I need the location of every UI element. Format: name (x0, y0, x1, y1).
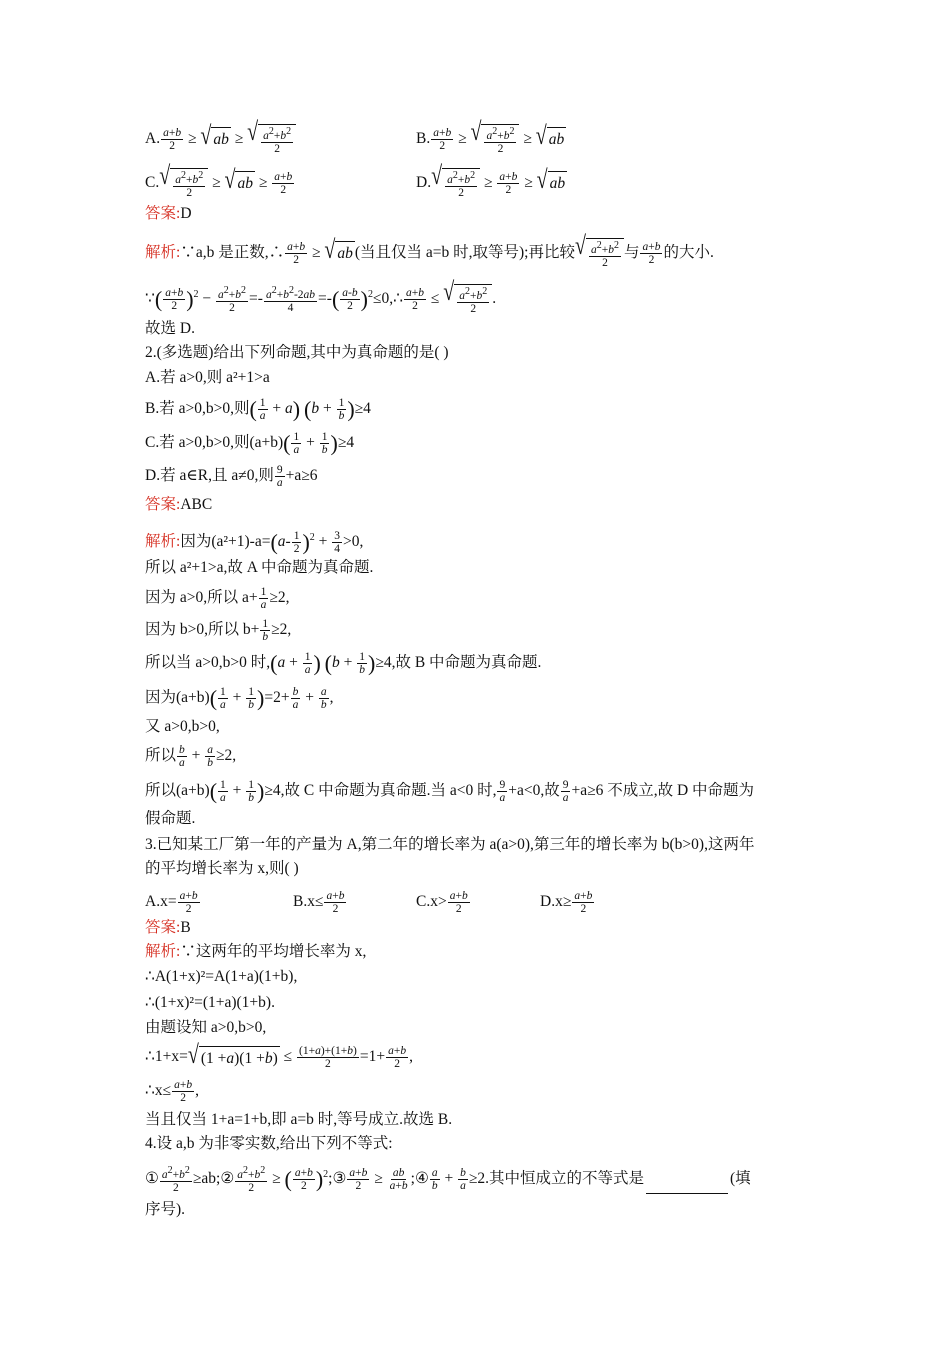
q2-answer (145, 494, 212, 516)
q1-option-a: A. $\frac{a+b}{2}$ ≥ √ ab ≥ √ $a^2+b^2$ 2 (145, 124, 296, 155)
analysis-text: ∵a,b 是正数,∴ (180, 243, 285, 261)
q4-stem-line2: ① $\frac{a^2+b^2}{2}$ ≥ab;② $\frac{a^2+b^2}{2}$ ≥ ( $\frac{a+b}{2}$ )$^2$;③ $\frac{a+b}{2}$ ≥ $\frac{ab}{a+b}$ ;④ $\frac{a}{b}$ + $\frac{b}{a}$ ≥2.其中恒成立的不等式是 (填 (145, 1165, 751, 1195)
analysis-text: , (329, 689, 334, 707)
q3-option-a: A.x= $\frac{a+b}{2}$ (145, 890, 198, 915)
stem-text: ≥2.其中恒成立的不等式是 (468, 1170, 644, 1188)
q2-stem: 2.(多选题)给出下列命题,其中为真命题的是( ) (145, 344, 449, 361)
option-text: D.若 a∈R,且 a≠0,则 (145, 467, 274, 485)
answer-blank[interactable] (646, 1193, 728, 1194)
analysis-text: =2+ (264, 689, 290, 707)
q4-stem-line1: 4.设 a,b 为非零实数,给出下列不等式: (145, 1135, 393, 1152)
analysis-text: ≥2, (269, 589, 290, 607)
stem-text: ;③ (328, 1170, 347, 1188)
analysis-text: (当且仅当 a=b 时,取等号);再比较 (354, 243, 575, 261)
q1-conclusion: 故选 D. (145, 320, 195, 337)
stem-text: ≥ab;② (192, 1170, 235, 1188)
analysis-text: =1+ (359, 1048, 386, 1066)
option-label: A. (145, 129, 161, 147)
q2-analysis-line9: 所以(a+b)( $\frac{1}{a}$ + $\frac{1}{b}$ )≥4,故 C 中命题为真命题.当 a<0 时, $\frac{9}{a}$ +a<0,故 $\frac{9}{a}$ +a≥6 不成立,故 D 中命题为 (145, 778, 755, 804)
option-text: D.x≥ (540, 893, 572, 911)
answer-value: D (180, 205, 192, 222)
analysis-text: 与 (623, 243, 640, 261)
q2-option-d: D.若 a∈R,且 a≠0,则 $\frac{9}{a}$ +a≥6 (145, 464, 318, 489)
option-text: +a≥6 (285, 467, 318, 485)
q3-option-d: D.x≥ $\frac{a+b}{2}$ (540, 890, 593, 915)
analysis-label: 解析: (145, 533, 181, 551)
option-text: ≥4 (337, 434, 355, 452)
option-label: D. (416, 173, 432, 191)
q1-analysis-line1: 解析:∵a,b 是正数,∴ $\frac{a+b}{2}$ ≥ √ ab (当且仅当 a=b 时,取等号);再比较 √ $a^2+b^2$ 2 与 $\frac{a+b}{2}$ 的大小. (145, 232, 714, 269)
analysis-text: , (195, 1082, 199, 1100)
q2-analysis-line1: 解析:因为(a²+1)-a=(a- $\frac{1}{2}$ )$^2$ + $\frac{3}{4}$ >0, (145, 529, 364, 556)
answer-value: ABC (180, 496, 213, 513)
q3-analysis-line6: ∴x≤ $\frac{a+b}{2}$ , (145, 1079, 199, 1104)
option-text: A.x= (145, 893, 177, 911)
q2-option-c: C.若 a>0,b>0,则(a+b)( $\frac{1}{a}$ + $\frac{1}{b}$ )≥4 (145, 430, 355, 456)
answer-label: 答案: (145, 919, 181, 936)
option-text: B.若 a>0,b>0,则 (145, 400, 250, 418)
q1-analysis-line2: ∵( $\frac{a+b}{2}$ )$^2$ − $\frac{a^2+b^2}{2}$ =- $\frac{a^2+b^2-2ab}{4}$ =-( $\frac{a-b}{2}$ )$^2$≤0,∴ $\frac{a+b}{2}$ ≤ √ $a^2+b^2$ 2 . (145, 278, 497, 315)
q2-analysis-line6: 因为(a+b)( $\frac{1}{a}$ + $\frac{1}{b}$ )=2+ $\frac{b}{a}$ + $\frac{a}{b}$ , (145, 685, 334, 711)
option-text: C.x> (416, 893, 447, 911)
q2-analysis-line2: 所以 a²+1>a,故 A 中命题为真命题. (145, 559, 374, 576)
q4-stem-line3: 序号). (145, 1201, 186, 1218)
q2-analysis-line3: 因为 a>0,所以 a+ $\frac{1}{a}$ ≥2, (145, 586, 290, 611)
q2-analysis-line7: 又 a>0,b>0, (145, 718, 220, 735)
analysis-label: 解析: (145, 243, 181, 261)
q1-answer (145, 203, 192, 225)
analysis-text: +a≥6 不成立,故 D 中命题为 (571, 782, 755, 800)
analysis-text: +a<0,故 (508, 782, 560, 800)
q1-option-c: C. √ $a^2+b^2$ 2 ≥ √ ab ≥ $\frac{a+b}{2}$ (145, 162, 293, 199)
q1-option-b: B. $\frac{a+b}{2}$ ≥ √ $a^2+b^2$ 2 ≥ √ ab (416, 118, 565, 155)
option-text: C.若 a>0,b>0,则(a+b) (145, 434, 284, 452)
analysis-text: ∴1+x= (145, 1048, 188, 1066)
q2-option-b: B.若 a>0,b>0,则( $\frac{1}{a}$ + a) (b + $\frac{1}{b}$ )≥4 (145, 396, 371, 422)
analysis-text: 所以 (145, 747, 177, 765)
q2-analysis-line5: 所以当 a>0,b>0 时,(a + $\frac{1}{a}$ ) (b + $\frac{1}{b}$ )≥4,故 B 中命题为真命题. (145, 650, 542, 676)
q3-analysis-line1 (145, 941, 366, 963)
analysis-text: ≥2, (271, 621, 292, 639)
analysis-text: , (409, 1048, 413, 1066)
analysis-text: ≥2, (216, 747, 237, 765)
analysis-text: ≥4,故 B 中命题为真命题. (375, 654, 542, 672)
answer-label: 答案: (145, 496, 181, 513)
analysis-text: >0, (343, 533, 364, 551)
option-label: C. (145, 173, 160, 191)
q2-analysis-line10: 假命题. (145, 810, 196, 827)
stem-text: ;④ (410, 1170, 429, 1188)
analysis-label: 解析: (145, 943, 181, 960)
q3-stem-line1: 3.已知某工厂第一年的产量为 A,第二年的增长率为 a(a>0),第三年的增长率为 b(b>0),这两年 (145, 836, 755, 853)
q2-option-a: A.若 a>0,则 a²+1>a (145, 369, 270, 386)
q3-option-b: B.x≤ $\frac{a+b}{2}$ (293, 890, 345, 915)
analysis-text: ∴x≤ (145, 1082, 172, 1100)
q3-analysis-line7: 当且仅当 1+a=1+b,即 a=b 时,等号成立.故选 B. (145, 1111, 453, 1128)
q2-analysis-line4: 因为 b>0,所以 b+ $\frac{1}{b}$ ≥2, (145, 618, 292, 643)
q2-analysis-line8: 所以 $\frac{b}{a}$ + $\frac{a}{b}$ ≥2, (145, 744, 237, 769)
option-text: B.x≤ (293, 893, 324, 911)
answer-label: 答案: (145, 205, 181, 222)
q3-analysis-line5: ∴1+x= √ (1 + a )(1 + b ) ≤ $\frac{(1+a)+(1+b)}{2}$ =1+ $\frac{a+b}{2}$ , (145, 1040, 413, 1070)
q3-answer (145, 917, 191, 939)
analysis-text: 因为 b>0,所以 b+ (145, 621, 260, 639)
analysis-text: 的大小. (663, 243, 714, 261)
analysis-text: 因为(a²+1)-a= (180, 533, 271, 551)
analysis-text: 所以(a+b) (145, 782, 210, 800)
q1-option-d: D. √ $a^2+b^2$ 2 ≥ $\frac{a+b}{2}$ ≥ √ ab (416, 162, 566, 199)
option-text: ≥4 (354, 400, 371, 418)
q3-analysis-line2: ∴A(1+x)²=A(1+a)(1+b), (145, 968, 298, 985)
q3-stem-line2: 的平均增长率为 x,则( ) (145, 860, 299, 877)
option-label: B. (416, 129, 431, 147)
q3-analysis-line3: ∴(1+x)²=(1+a)(1+b). (145, 994, 275, 1011)
q3-option-c: C.x> $\frac{a+b}{2}$ (416, 890, 468, 915)
analysis-text: ∵这两年的平均增长率为 x, (180, 943, 367, 960)
analysis-text: 所以当 a>0,b>0 时, (145, 654, 271, 672)
analysis-text: 因为(a+b) (145, 689, 210, 707)
analysis-text: ≥4,故 C 中命题为真命题.当 a<0 时, (264, 782, 497, 800)
q3-analysis-line4: 由题设知 a>0,b>0, (145, 1019, 267, 1036)
answer-value: B (180, 919, 191, 936)
circled-number: ① (145, 1170, 159, 1188)
analysis-text: 因为 a>0,所以 a+ (145, 589, 258, 607)
stem-text: (填 (729, 1170, 751, 1188)
